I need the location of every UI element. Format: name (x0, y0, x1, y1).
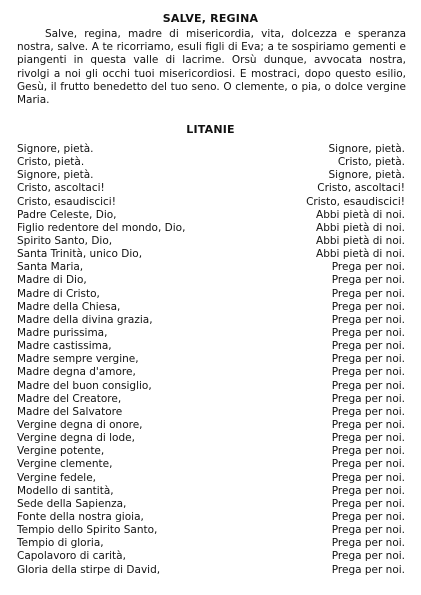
litany-response: Prega per noi. (331, 458, 405, 471)
litany-row (17, 235, 405, 248)
litany-verse: Cristo, ascoltaci! (17, 182, 105, 195)
litany-verse: Padre Celeste, Dio, (17, 208, 117, 221)
litany-response: Cristo, ascoltaci! (317, 182, 405, 195)
litany-verse: Madre purissima, (17, 326, 108, 339)
litany-response: Abbi pietà di noi. (316, 248, 405, 261)
litany-row (17, 353, 405, 366)
litany-verse: Fonte della nostra gioia, (17, 510, 144, 523)
litany-verse: Vergine potente, (17, 445, 105, 458)
litany-verse: Modello di santità, (17, 484, 114, 497)
litany-verse: Capolavoro di carità, (17, 550, 126, 563)
litany-row (17, 550, 405, 563)
litany-verse: Madre sempre vergine, (17, 353, 139, 366)
litany-list (17, 143, 405, 577)
litany-response: Cristo, esaudiscici! (306, 195, 405, 208)
litany-verse: Madre del Salvatore (17, 405, 123, 418)
litany-response: Prega per noi. (331, 340, 405, 353)
litany-response: Cristo, pietà. (337, 156, 405, 169)
litany-row (17, 380, 405, 393)
litany-row (17, 485, 405, 498)
litany-response: Prega per noi. (331, 300, 405, 313)
litany-response: Prega per noi. (331, 366, 405, 379)
litany-response: Prega per noi. (331, 287, 405, 300)
litany-row (17, 524, 405, 537)
salve-regina-title: SALVE, REGINA (162, 12, 259, 25)
litany-verse: Madre di Dio, (17, 274, 87, 287)
litany-response: Prega per noi. (331, 274, 405, 287)
litany-row (17, 393, 405, 406)
litany-response: Abbi pietà di noi. (316, 221, 405, 234)
litany-row (17, 327, 405, 340)
litany-row (17, 288, 405, 301)
litany-row (17, 472, 405, 485)
litanie-title: LITANIE (186, 123, 235, 136)
litany-row (17, 274, 405, 287)
litany-verse: Cristo, pietà. (17, 156, 85, 169)
litany-row (17, 182, 405, 195)
litany-verse: Madre degna d'amore, (17, 366, 136, 379)
litany-response: Signore, pietà. (328, 169, 405, 182)
litany-row (17, 169, 405, 182)
litany-row (17, 196, 405, 209)
litany-row (17, 340, 405, 353)
litany-row (17, 406, 405, 419)
litany-verse: Madre della divina grazia, (17, 313, 153, 326)
litany-row (17, 419, 405, 432)
litany-response: Prega per noi. (331, 418, 405, 431)
litany-verse: Madre della Chiesa, (17, 300, 121, 313)
litany-response: Prega per noi. (331, 392, 405, 405)
litany-verse: Gloria della stirpe di David, (17, 563, 161, 576)
litany-response: Prega per noi. (331, 524, 405, 537)
litany-response: Abbi pietà di noi. (316, 208, 405, 221)
litany-verse: Signore, pietà. (17, 169, 94, 182)
litany-verse: Madre di Cristo, (17, 287, 100, 300)
litany-response: Prega per noi. (331, 379, 405, 392)
litany-verse: Madre del Creatore, (17, 392, 122, 405)
litany-verse: Tempio di gloria, (17, 537, 104, 550)
litany-row (17, 537, 405, 550)
litany-response: Prega per noi. (331, 497, 405, 510)
litany-row (17, 301, 405, 314)
litany-row (17, 222, 405, 235)
litany-response: Signore, pietà. (328, 143, 405, 155)
litany-row (17, 156, 405, 169)
litany-verse: Figlio redentore del mondo, Dio, (17, 221, 186, 234)
litany-verse: Santa Trinità, unico Dio, (17, 248, 143, 261)
litany-row (17, 209, 405, 222)
litany-verse: Sede della Sapienza, (17, 497, 127, 510)
litany-response: Prega per noi. (331, 563, 405, 576)
litany-row (17, 143, 405, 156)
litany-response: Prega per noi. (331, 471, 405, 484)
litany-verse: Vergine degna di lode, (17, 432, 135, 445)
litany-row (17, 261, 405, 274)
litany-row (17, 498, 405, 511)
litany-response: Prega per noi. (331, 445, 405, 458)
litany-row (17, 458, 405, 471)
litany-row (17, 511, 405, 524)
litany-response: Prega per noi. (331, 550, 405, 563)
litany-response: Prega per noi. (331, 537, 405, 550)
litany-verse: Spirito Santo, Dio, (17, 234, 113, 247)
litany-row (17, 314, 405, 327)
litany-row (17, 248, 405, 261)
litany-verse: Madre del buon consiglio, (17, 379, 152, 392)
litany-response: Prega per noi. (331, 432, 405, 445)
litany-row (17, 445, 405, 458)
litany-row (17, 564, 405, 577)
litany-verse: Santa Maria, (17, 261, 84, 274)
litany-verse: Vergine fedele, (17, 471, 96, 484)
litany-verse: Vergine clemente, (17, 458, 113, 471)
litany-response: Abbi pietà di noi. (316, 234, 405, 247)
litany-response: Prega per noi. (331, 326, 405, 339)
litany-verse: Signore, pietà. (17, 143, 94, 155)
litany-response: Prega per noi. (331, 405, 405, 418)
litany-verse: Tempio dello Spirito Santo, (17, 524, 158, 537)
litany-response: Prega per noi. (331, 510, 405, 523)
litany-row (17, 366, 405, 379)
litany-verse: Madre castissima, (17, 340, 112, 353)
litany-response: Prega per noi. (331, 484, 405, 497)
salve-regina-text: Salve, regina, madre di misericordia, vita, dolcezza e speranza nostra, salve. A te ricorriamo, esuli figli di Eva; a te sospiriamo gementi e piangenti in questa valle di lacrime. Orsù dunque, avvocata nostra, rivolgi a noi gli occhi tuoi misericordiosi. E mostraci, dopo questo esilio, Gesù, il frutto benedetto del tuo seno. O clemente, o pia, o dolce vergine Maria. (17, 28, 406, 107)
litany-response: Prega per noi. (331, 313, 405, 326)
litany-verse: Vergine degna di onore, (17, 418, 143, 431)
litany-response: Prega per noi. (331, 261, 405, 274)
litany-row (17, 432, 405, 445)
litany-response: Prega per noi. (331, 353, 405, 366)
litany-verse: Cristo, esaudiscici! (17, 195, 116, 208)
